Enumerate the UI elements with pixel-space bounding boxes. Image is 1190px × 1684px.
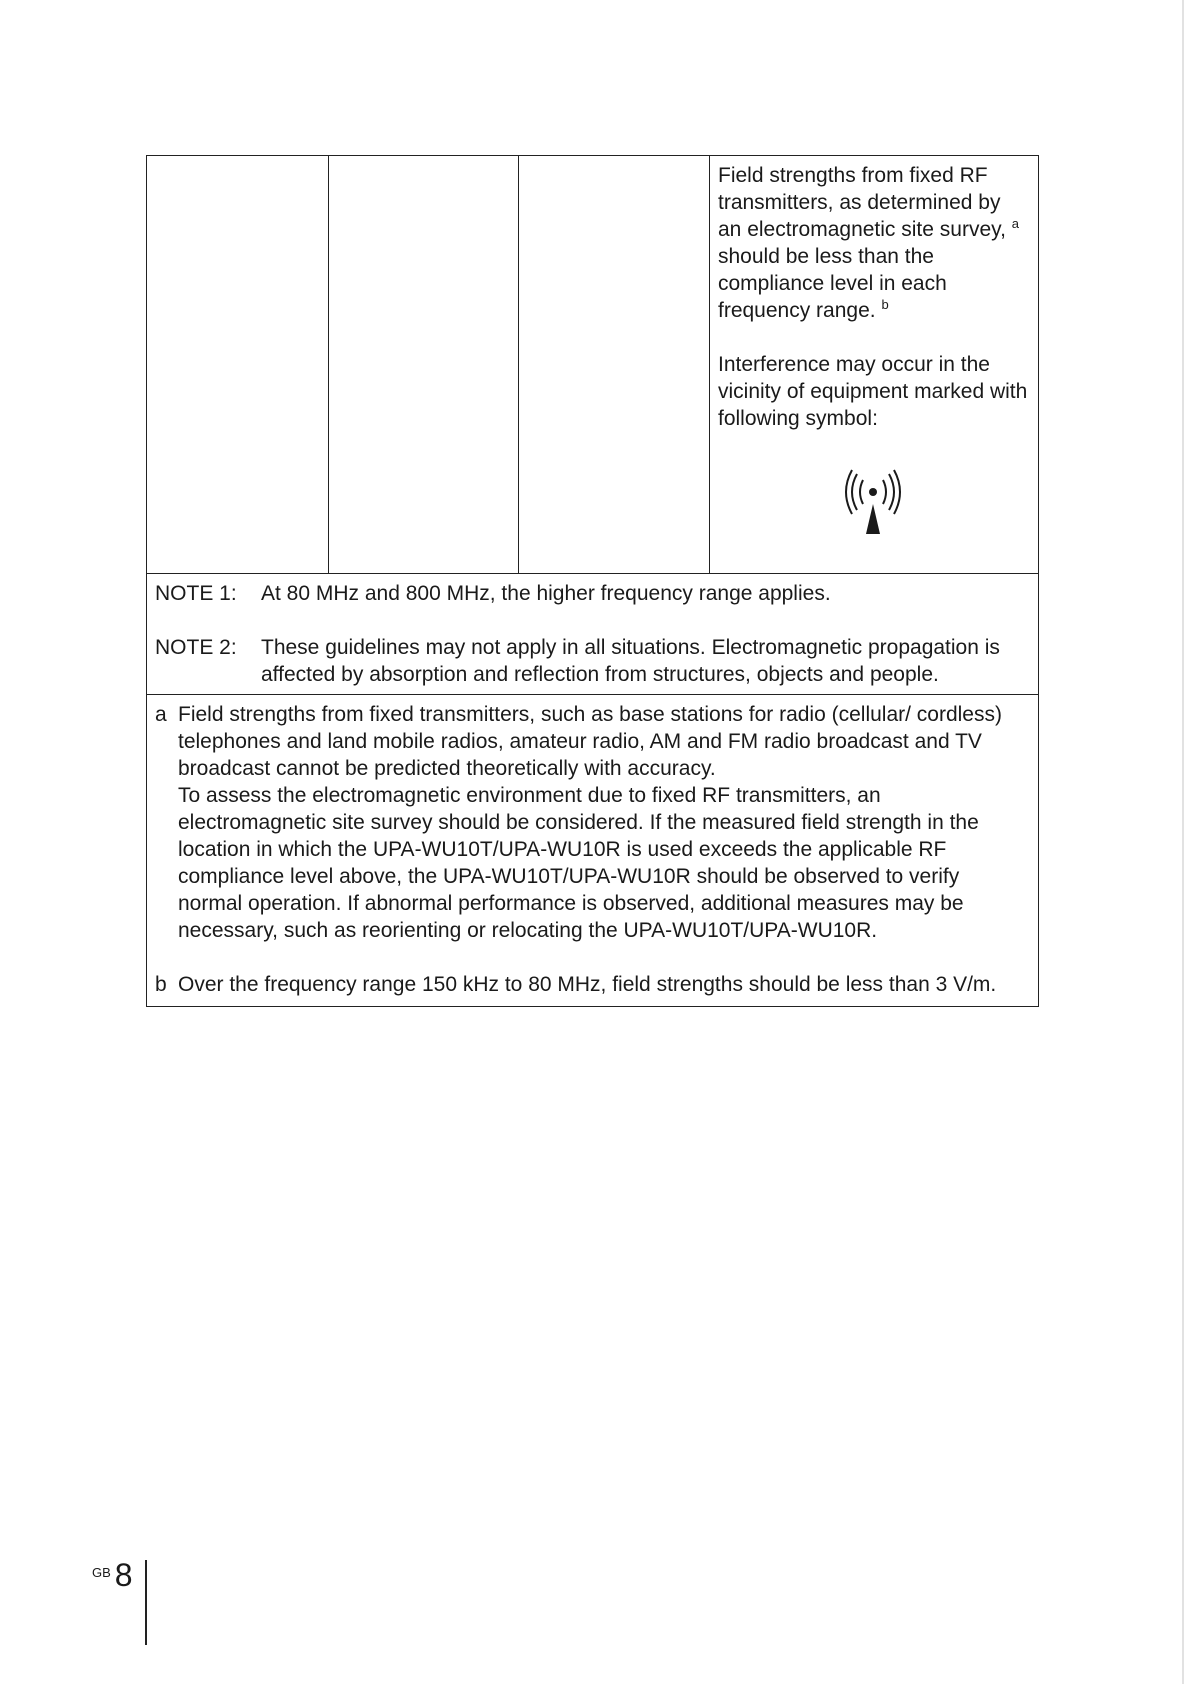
page-edge-shadow (1182, 0, 1184, 1684)
footnote-a (155, 701, 1018, 944)
empty-cell-2 (329, 156, 519, 573)
footnotes-section (147, 695, 1038, 1006)
footnote-text: Field strengths from fixed transmitters, such as base stations for radio (cellular/ cordless) telephones and land mobile radios, amateur radio, AM and FM radio broadcast and TV broadcast cannot be predicted theoretically with accuracy. (178, 703, 1002, 780)
non-ionizing-radiation-icon (838, 464, 908, 536)
note-label: NOTE 1: (155, 582, 237, 605)
note-item (155, 634, 1026, 688)
guidance-text-part: Field strengths from fixed RF transmitters, as determined by an electromagnetic site survey, (718, 164, 1006, 241)
emc-guidance-table (146, 155, 1039, 1007)
note-text: These guidelines may not apply in all situations. Electromagnetic propagation is affected by absorption and reflection from structures, objects and people. (261, 636, 1000, 686)
footnote-text: To assess the electromagnetic environment due to fixed RF transmitters, an electromagnetic site survey should be considered. If the measured field strength in the location in which the UPA-WU10T/UPA-WU10R is used exceeds the applicable RF compliance level above, the UPA-WU10T/UPA-WU10R should be observed to verify normal operation. If abnormal performance is observed, additional measures may be necessary, such as reorienting or relocating the UPA-WU10T/UPA-WU10R. (178, 784, 979, 942)
table-row (147, 156, 1038, 574)
guidance-text-part: should be less than the compliance level in each frequency range. (718, 245, 947, 322)
notes-section (147, 574, 1038, 695)
note-text: At 80 MHz and 800 MHz, the higher frequency range applies. (261, 582, 831, 605)
footnote-letter: a (155, 703, 167, 726)
footnote-body (178, 701, 1018, 944)
footnote-text: Over the frequency range 150 kHz to 80 MHz, field strengths should be less than 3 V/m. (178, 973, 997, 996)
note-label: NOTE 2: (155, 636, 237, 659)
footnote-body (178, 971, 1018, 998)
page-num: 8 (114, 1557, 133, 1593)
page-number-rule (145, 1560, 147, 1645)
page-number (92, 1558, 133, 1592)
empty-cell-1 (147, 156, 329, 573)
footnote-letter: b (155, 973, 167, 996)
footnote-ref-a: a (1011, 216, 1019, 231)
guidance-paragraph-1 (718, 162, 1028, 324)
empty-cell-3 (519, 156, 710, 573)
footnote-ref-b: b (881, 297, 889, 312)
note-item (155, 580, 1026, 607)
footnote-b (155, 971, 1018, 998)
guidance-cell (710, 156, 1038, 573)
symbol-container (718, 464, 1028, 536)
guidance-paragraph-2: Interference may occur in the vicinity of equipment marked with following symbol: (718, 353, 1028, 430)
page-prefix: GB (92, 1565, 111, 1580)
